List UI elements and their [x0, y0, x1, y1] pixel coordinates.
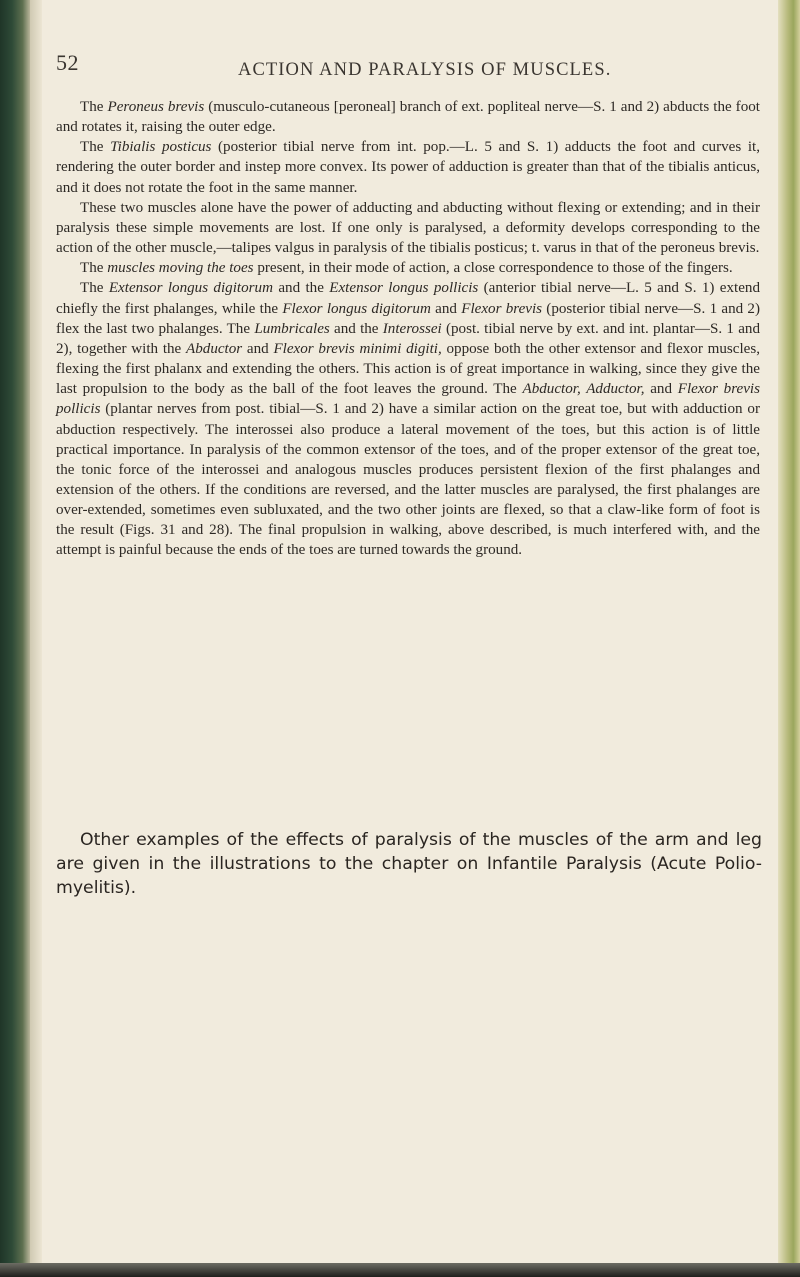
paragraph [56, 258, 760, 278]
paragraph [56, 137, 760, 197]
text-run: (plantar nerves from post. tibial—S. 1 and 2) have a similar action on the great toe, but with adduction or abduction respectively. The interossei also produce a lateral movement of the toes, but this action is of little practical importance. In paralysis of the common extensor of the toes, and of the proper extensor of the great toe, the tonic force of the interossei and analogous muscles produces persistent flexion of the first phalanges and extension of the others. If the conditions are reversed, and the latter muscles are paralysed, the first phalanges are over-extended, sometimes even subluxated, and the two other joints are flexed, so that a claw-like form of foot is the result (Figs. 31 and 28). The final propulsion in walking, above described, is much interfered with, and the attempt is painful because the ends of the toes are turned towards the ground. [56, 401, 760, 559]
paragraph [56, 198, 760, 258]
page-number: 52 [56, 50, 79, 75]
italic-term: muscles moving the toes [107, 260, 254, 277]
text-run: (posterior tibial nerve—S. 1 and 2) flex the last two phalanges. The [56, 300, 761, 337]
italic-term: Tibialis posticus [110, 139, 212, 156]
closing-note [56, 828, 762, 900]
page-edge-bottom [0, 1263, 800, 1277]
text-run: and [644, 381, 678, 398]
text-run: present, in their mode of action, a close correspondence to those of the fingers. [253, 260, 733, 277]
text-run: (post. tibial nerve by ext. and int. plantar—S. 1 and 2), together with the [56, 320, 761, 357]
text-run: and [242, 340, 274, 357]
binding-gutter [0, 0, 30, 1277]
text-run: (musculo-cutaneous [peroneal] branch of ext. popliteal nerve—S. 1 and 2) abducts the foot and rotates it, raising the outer edge. [56, 99, 760, 136]
text-run: The [80, 99, 108, 115]
body-text [56, 97, 760, 561]
text-run: (anterior tibial nerve—L. 5 and S. 1) extend chiefly the first phalanges, while the [56, 280, 760, 317]
closing-note-text: Other examples of the effects of paralysis of the muscles of the arm and leg are given in the illustrations to the chapter on Infantile Paralysis (Acute Polio-myelitis). [56, 830, 762, 898]
gutter-shadow [30, 0, 42, 1277]
italic-term: Flexor brevis minimi digiti, [273, 340, 442, 357]
italic-term: Extensor longus digitorum [108, 280, 273, 297]
italic-term: Interossei [382, 320, 442, 337]
text-run: These two muscles alone have the power of adducting and abducting without flexing or extending; and in their paralysis these simple movements are lost. If one only is paralysed, a deformity develops corresponding to the action of the other muscle,—talipes valgus in paralysis of the tibialis posticus; t. varus in that of the peroneus brevis. [56, 199, 760, 257]
text-run: The [80, 280, 109, 297]
text-run: The [80, 260, 108, 277]
italic-term: Abductor, Adductor, [522, 381, 645, 398]
italic-term: Flexor brevis pollicis [56, 381, 760, 418]
text-run: oppose both the other extensor and flexor muscles, flexing the first phalanx and extending the others. This action is of great importance in walking, since they give the last propulsion to the body as the ball of the foot leaves the ground. The [56, 340, 761, 398]
paragraph [56, 97, 760, 137]
text-run: (posterior tibial nerve from int. pop.—L. 5 and S. 1) adducts the foot and curves it, rendering the outer border and instep more convex. Its power of adduction is greater than that of the tibialis anticus, and it does not rotate the foot in the same manner. [56, 139, 760, 196]
paragraph [56, 278, 760, 560]
running-head: ACTION AND PARALYSIS OF MUSCLES. [238, 60, 612, 80]
italic-term: Extensor longus pollicis [329, 280, 479, 297]
italic-term: Flexor longus digitorum [282, 300, 431, 317]
text-run: and the [329, 320, 383, 337]
text-run: and the [272, 280, 330, 297]
text-run: The [80, 139, 111, 156]
italic-term: Flexor brevis [461, 300, 543, 317]
italic-term: Peroneus brevis [107, 99, 205, 115]
italic-term: Lumbricales [254, 320, 330, 337]
italic-term: Abductor [186, 340, 243, 357]
text-run: and [430, 300, 462, 317]
page-edge-right [778, 0, 800, 1277]
